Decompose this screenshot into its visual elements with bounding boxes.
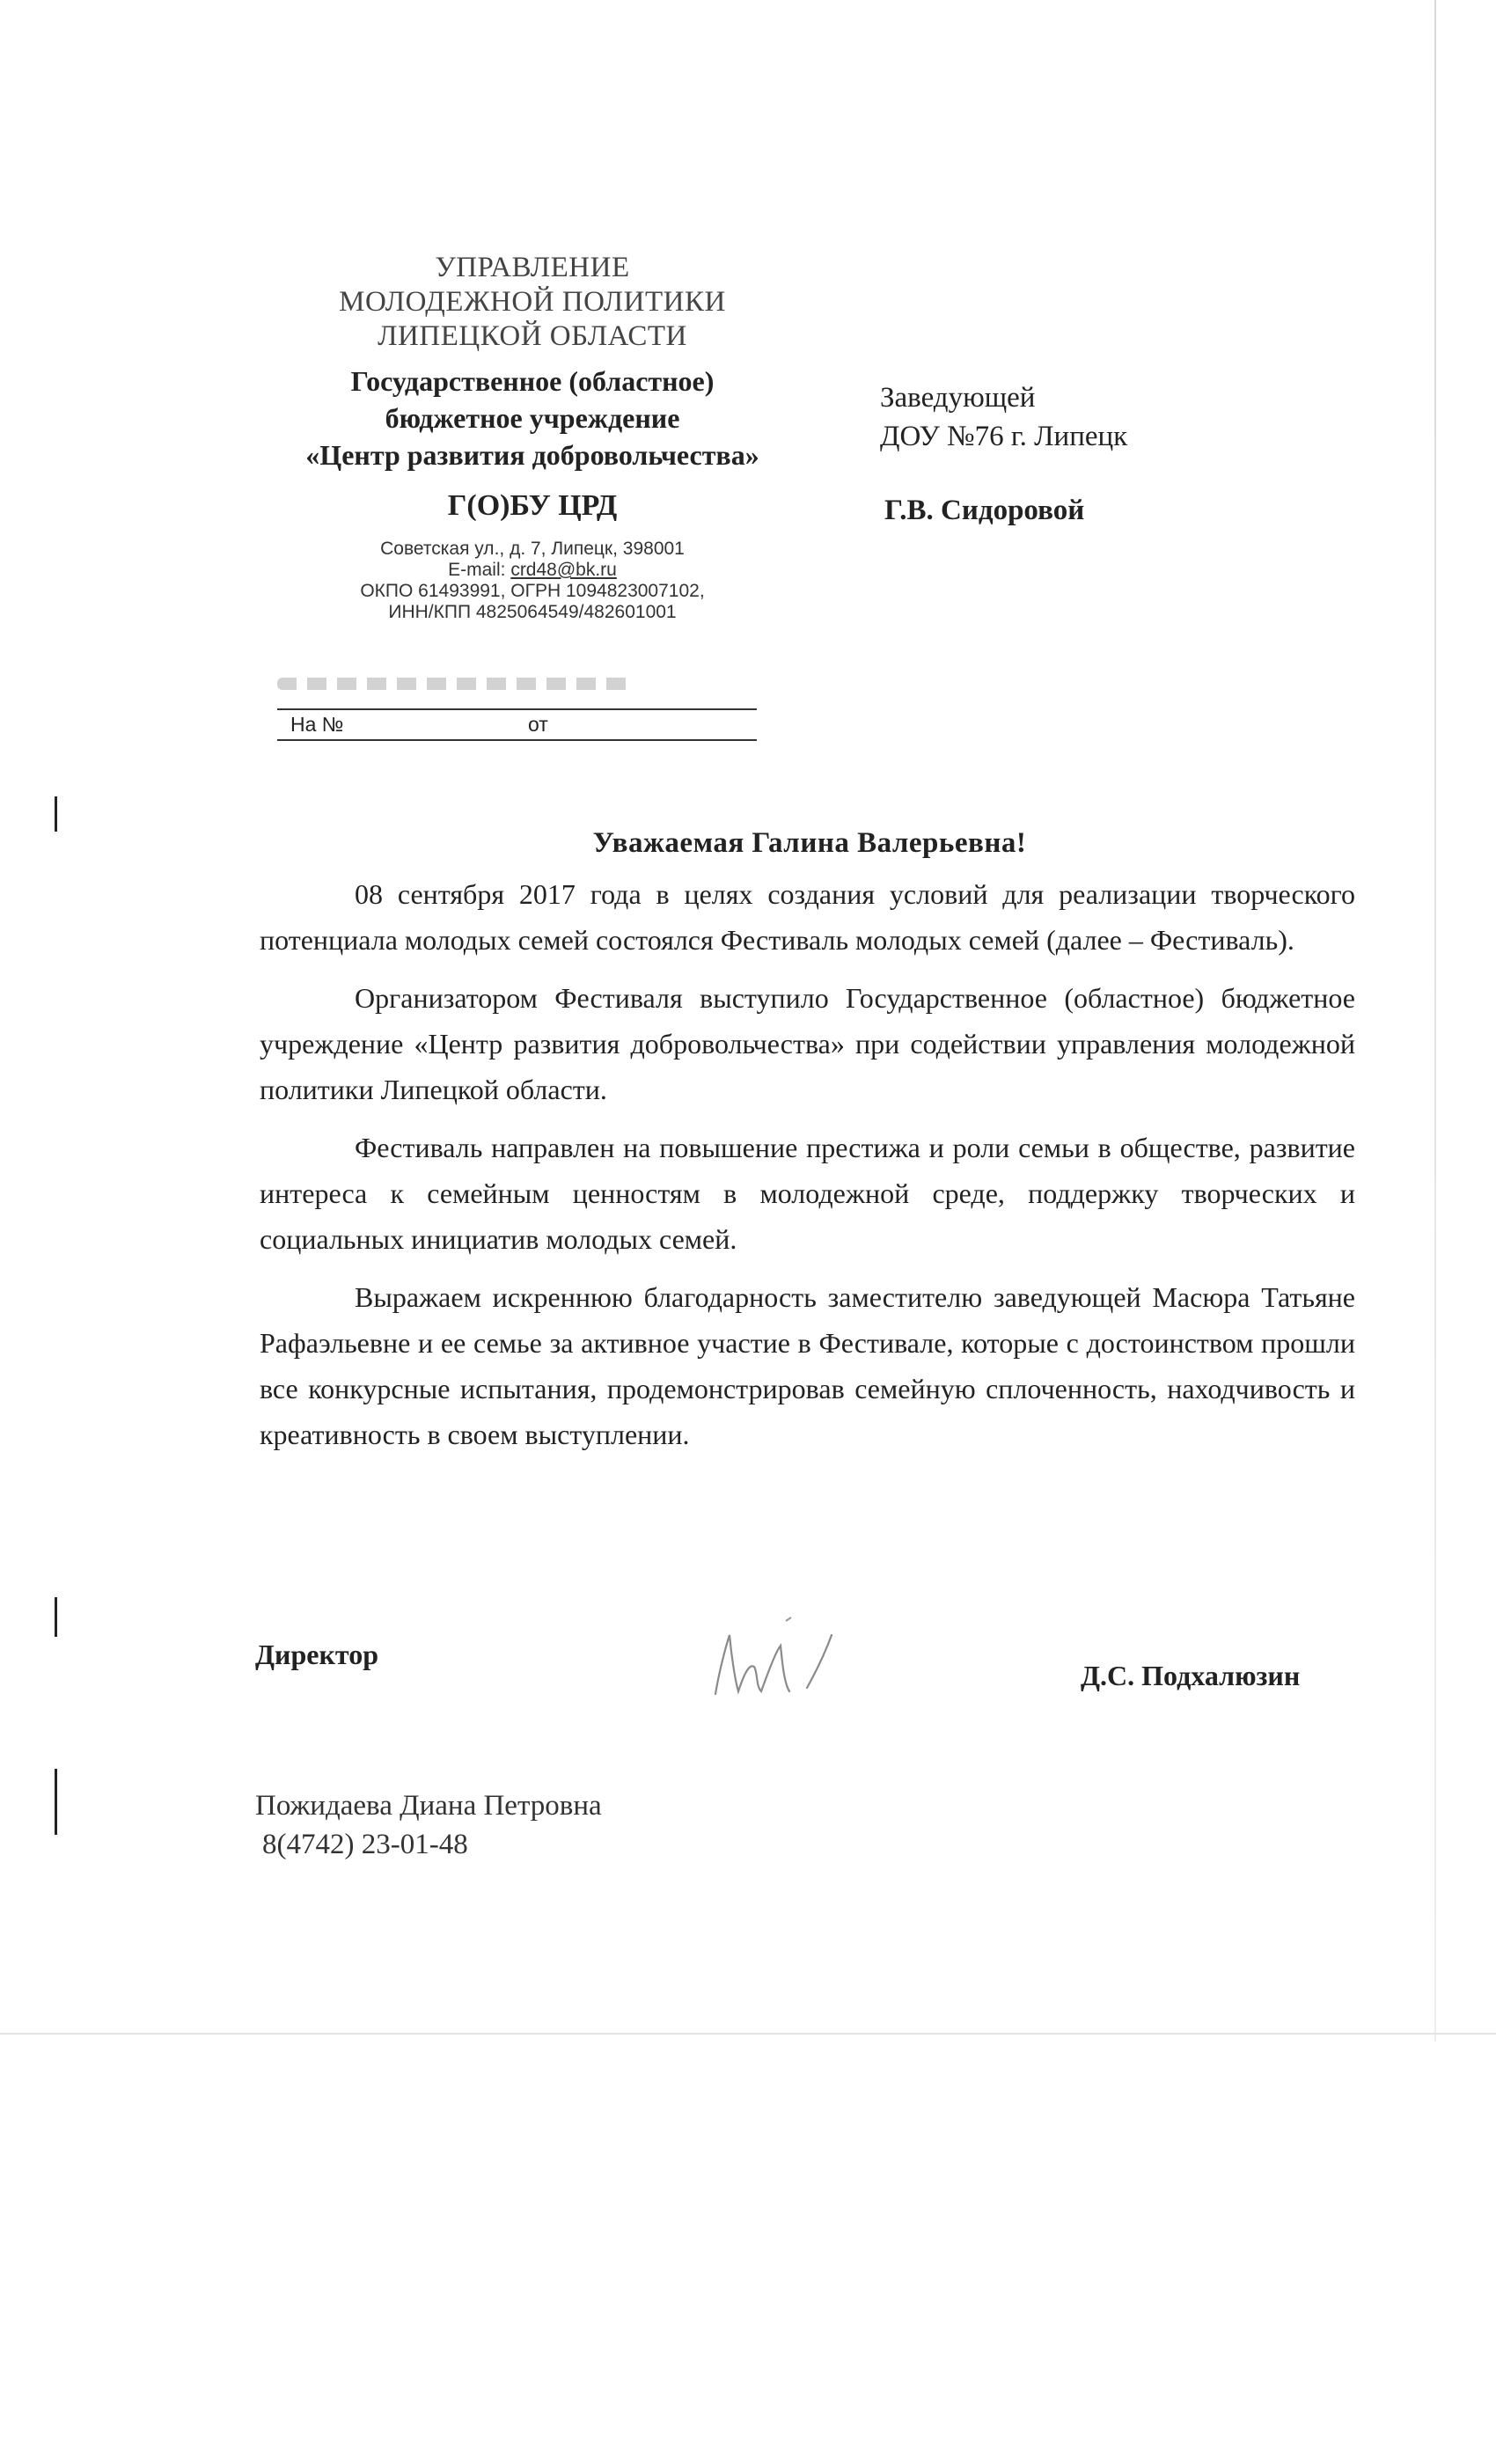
scan-edge-right xyxy=(1434,0,1436,2042)
okpo-ogrn: ОКПО 61493991, ОГРН 1094823007102, xyxy=(360,581,705,601)
paragraph: Организатором Фестиваля выступило Государственное (областное) бюджетное учреждение «Центр развития добровольчества» при содействии управления молодежной политики Липецкой области. xyxy=(260,982,1355,1105)
org-line: «Центр развития добровольчества» xyxy=(305,439,759,471)
address: Советская ул., д. 7, Липецк, 398001 xyxy=(380,539,685,559)
scan-edge-bottom xyxy=(0,2033,1496,2035)
signatory-title: Директор xyxy=(255,1639,378,1670)
organization-name xyxy=(260,363,805,473)
organization-abbreviation: Г(О)БУ ЦРД xyxy=(447,489,618,522)
ministry-name xyxy=(260,251,805,354)
email-label: E-mail: xyxy=(448,560,511,580)
paragraph: Фестиваль направлен на повышение престижа и роли семьи в обществе, развитие интереса к семейным ценностям в молодежной среде, поддержку творческих и социальных инициатив молодых семей. xyxy=(260,1132,1355,1255)
salutation: Уважаемая Галина Валерьевна! xyxy=(592,827,1027,859)
executor-name: Пожидаева Диана Петровна xyxy=(255,1790,602,1822)
recipient-organization: ДОУ №76 г. Липецк xyxy=(880,421,1128,452)
executor-phone: 8(4742) 23-01-48 xyxy=(262,1829,468,1860)
inn-kpp: ИНН/КПП 4825064549/482601001 xyxy=(388,602,677,622)
paragraph: 08 сентября 2017 года в целях создания условий для реализации творческого потенциала молодых семей состоялся Фестиваль молодых семей (далее – Фестиваль). xyxy=(260,878,1355,956)
margin-mark xyxy=(55,1597,57,1637)
recipient-name: Г.В. Сидоровой xyxy=(884,495,1085,526)
recipient-block xyxy=(880,378,1127,456)
margin-mark xyxy=(55,796,57,832)
ministry-line: МОЛОДЕЖНОЙ ПОЛИТИКИ xyxy=(339,286,726,318)
letter-body xyxy=(260,871,1355,1470)
ref-top-line xyxy=(277,708,757,710)
ministry-line: УПРАВЛЕНИЕ xyxy=(435,252,630,283)
ref-date-label: от xyxy=(528,713,548,736)
ministry-line: ЛИПЕЦКОЙ ОБЛАСТИ xyxy=(378,320,687,352)
ref-bottom-line xyxy=(277,739,757,741)
blurred-stamp-line xyxy=(277,678,629,690)
organization-contacts xyxy=(290,539,774,623)
org-line: бюджетное учреждение xyxy=(385,402,680,434)
signatory-name: Д.С. Подхалюзин xyxy=(1081,1660,1301,1691)
margin-mark xyxy=(55,1769,57,1835)
ref-number-label: На № xyxy=(290,713,344,736)
recipient-position: Заведующей xyxy=(880,382,1036,414)
handwritten-signature xyxy=(700,1610,849,1707)
executor-block xyxy=(255,1786,602,1864)
email-link[interactable]: crd48@bk.ru xyxy=(510,560,617,580)
email-line xyxy=(290,560,774,581)
paragraph: Выражаем искреннюю благодарность заместителю заведующей Масюра Татьяне Рафаэльевне и ее семье за активное участие в Фестивале, которые с достоинством прошли все конкурсные испытания, продемонстрировав семейную сплоченность, находчивость и креативность в своем выступлении. xyxy=(260,1281,1355,1450)
org-line: Государственное (областное) xyxy=(350,365,715,397)
